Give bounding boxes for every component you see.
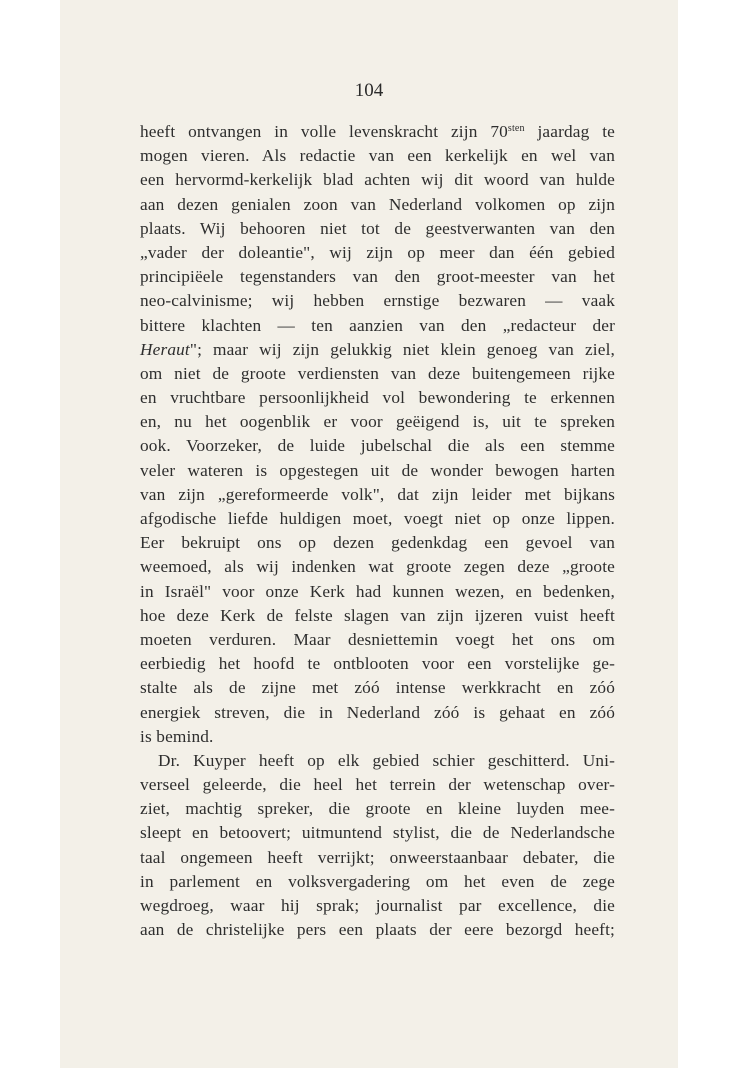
- text-line: in Israël" voor onze Kerk had kunnen wezen, en bedenken,: [140, 581, 615, 601]
- text-line: neo-calvinisme; wij hebben ernstige bezwaren — vaak: [140, 291, 615, 311]
- text-line: Eer bekruipt ons op dezen gedenkdag een gevoel van: [140, 533, 615, 553]
- text-line: energiek streven, die in Nederland zóó is gehaat en zóó: [140, 702, 615, 722]
- text-line: verseel geleerde, die heel het terrein der wetenschap over-: [140, 775, 615, 795]
- text-line: moeten verduren. Maar desniettemin voegt het ons om: [140, 629, 615, 649]
- text-line: principiëele tegenstanders van den groot-meester van het: [140, 267, 615, 287]
- text-line: [140, 338, 615, 362]
- paragraph-end-line: is bemind.: [140, 726, 214, 746]
- italic-title: Heraut: [140, 339, 190, 359]
- text-line: mogen vieren. Als redactie van een kerkelijk en wel van: [140, 146, 615, 166]
- text-line: eerbiedig het hoofd te ontblooten voor een vorstelijke ge-: [140, 654, 615, 674]
- text-line: en, nu het oogenblik er voor geëigend is, uit te spreken: [140, 412, 615, 432]
- text-line: taal ongemeen heeft verrijkt; onweerstaanbaar debater, die: [140, 847, 615, 867]
- text-line: in parlement en volksvergadering om het even de zege: [140, 871, 615, 891]
- text-line: een hervormd-kerkelijk blad achten wij dit woord van hulde: [140, 170, 615, 190]
- page-number: 104: [354, 80, 384, 101]
- text-line: veler wateren is opgestegen uit de wonder bewogen harten: [140, 460, 615, 480]
- text-line: aan dezen genialen zoon van Nederland volkomen op zijn: [140, 194, 615, 214]
- text-line: bittere klachten — ten aanzien van den „redacteur der: [140, 315, 615, 335]
- text-line: aan de christelijke pers een plaats der eere bezorgd heeft;: [140, 920, 615, 940]
- text-line-rest: "; maar wij zijn gelukkig niet klein genoeg van ziel,: [189, 339, 615, 359]
- text-line: [140, 120, 615, 144]
- text-line: afgodische liefde huldigen moet, voegt niet op onze lippen.: [140, 509, 615, 528]
- text-line: om niet de groote verdiensten van deze buitengemeen rijke: [140, 363, 615, 383]
- text-line: van zijn „gereformeerde volk", dat zijn leider met bijkans: [140, 484, 615, 504]
- body-text: [140, 120, 615, 942]
- paragraph-start-line: Dr. Kuyper heeft op elk gebied schier geschitterd. Uni-: [158, 750, 615, 770]
- text-line: ook. Voorzeker, de luide jubelschal die als een stemme: [140, 436, 615, 456]
- ordinal-superscript: sten: [507, 123, 525, 134]
- text-line: weemoed, als wij indenken wat groote zegen deze „groote: [140, 557, 615, 577]
- text-line: hoe deze Kerk de felste slagen van zijn ijzeren vuist heeft: [140, 605, 615, 625]
- text-line-end: jaardag te: [524, 122, 615, 141]
- text-line: sleept en betoovert; uitmuntend stylist, die de Nederlandsche: [140, 823, 615, 843]
- text-line: „vader der doleantie", wij zijn op meer dan één gebied: [140, 242, 615, 262]
- book-page: [60, 0, 678, 1068]
- text-line: stalte als de zijne met zóó intense werkkracht en zóó: [140, 678, 615, 698]
- text-line: en vruchtbare persoonlijkheid vol bewondering te erkennen: [140, 388, 615, 408]
- text-line: wegdroeg, waar hij sprak; journalist par excellence, die: [140, 896, 615, 915]
- text-line: ziet, machtig spreker, die groote en kleine luyden mee-: [140, 799, 615, 819]
- text-line-start: heeft ontvangen in volle levenskracht zijn 70: [140, 122, 508, 141]
- text-line: plaats. Wij behooren niet tot de geestverwanten van den: [140, 218, 615, 238]
